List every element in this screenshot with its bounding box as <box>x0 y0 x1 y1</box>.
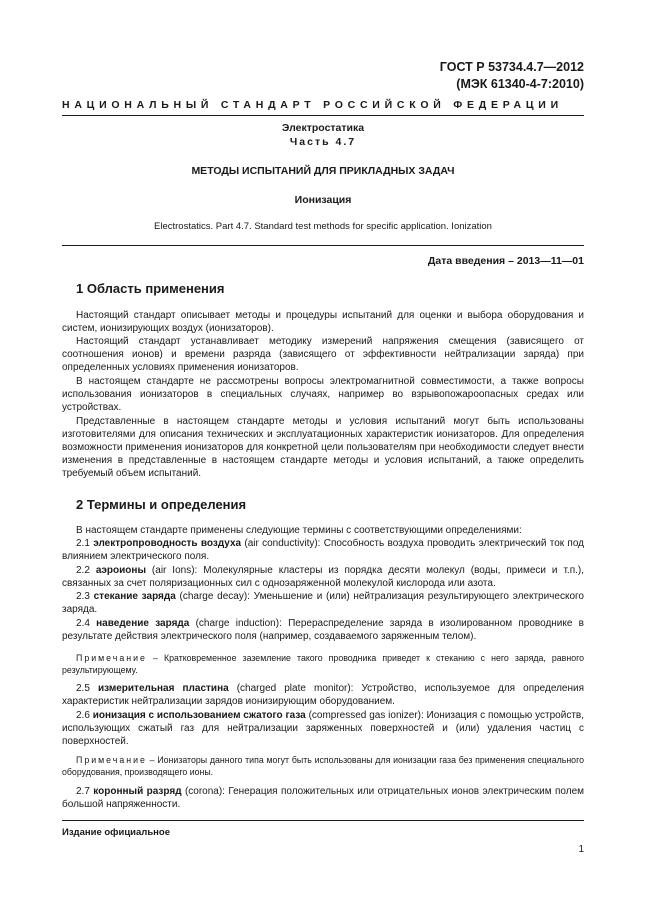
english-title: Electrostatics. Part 4.7. Standard test methods for specific application. Ionization <box>154 221 492 232</box>
note-1: Примечание – Кратковременное заземление такого проводника приведет к стеканию с него заряда, равного результирующему. <box>62 653 584 675</box>
terms-intro: В настоящем стандарте применены следующие термины с соответствующими определениями: <box>76 525 522 536</box>
term-2-3: 2.3 стекание заряда (charge decay): Уменьшение и (или) нейтрализация результирующего электрического заряда. <box>62 591 584 615</box>
term-2-7: 2.7 коронный разряд (corona): Генерация положительных или отрицательных ионов электрическим полем большой напряженности. <box>62 786 584 810</box>
scope-paragraph-4: Представленные в настоящем стандарте методы и условия испытаний могут быть использованы изготовителями для описания технических и эксплуатационных характеристик ионизаторов. Для определения возможности применения ионизаторов для конкретной цели пользователям при необходимости следует внести изменения в представленные в настоящем стандарте методы и условия испытаний, а также определить требуемый объем испытаний. <box>62 416 584 479</box>
national-standard-banner: НАЦИОНАЛЬНЫЙ СТАНДАРТ РОССИЙСКОЙ ФЕДЕРАЦИИ <box>62 99 563 111</box>
document-title: МЕТОДЫ ИСПЫТАНИЙ ДЛЯ ПРИКЛАДНЫХ ЗАДАЧ <box>191 165 455 177</box>
note-1-label: Примечание <box>76 653 147 663</box>
footer-rule <box>62 820 584 821</box>
standard-designation <box>440 59 584 93</box>
scope-paragraph-2: Настоящий стандарт устанавливает методику измерений напряжения смещения (зависящего от соотношения ионов) и времени разряда (зависящего от эффективности нейтрализации заряда) при определенных условиях применения ионизаторов. <box>62 336 584 373</box>
term-2-1: 2.1 электропроводность воздуха (air conductivity): Способность воздуха проводить электрический ток под влиянием электрического поля. <box>62 538 584 562</box>
header-rule <box>62 115 584 116</box>
section-2-heading: 2 Термины и определения <box>76 497 247 512</box>
term-2-1-name: электропроводность воздуха <box>93 538 242 549</box>
term-2-2-name: аэроионы <box>95 565 146 576</box>
iec-number: (МЭК 61340-4-7:2010) <box>456 77 584 91</box>
series-title: Электростатика <box>281 122 365 134</box>
page-number: 1 <box>578 844 584 855</box>
term-2-7-name: коронный разряд <box>93 786 182 797</box>
document-subtitle: Ионизация <box>294 194 352 206</box>
title-rule <box>62 245 584 246</box>
note-2: Примечание – Ионизаторы данного типа могут быть использованы для ионизации газа без применения специального оборудования, производящего ионы. <box>62 755 584 777</box>
section-1-heading: 1 Область применения <box>76 281 225 296</box>
scope-paragraph-3: В настоящем стандарте не рассмотрены вопросы электромагнитной совместимости, а также вопросы использования ионизаторов в специальных случаях, например во взрывопожароопасных средах или устройствах. <box>62 376 584 413</box>
term-2-6: 2.6 ионизация с использованием сжатого газа (compressed gas ionizer): Ионизация с помощью устройств, использующих сжатый газ для нейтрализации заряженных поверхностей и (или) удаления частиц с поверхностей. <box>62 710 584 747</box>
effective-date: Дата введения – 2013—11—01 <box>427 255 584 267</box>
term-2-4: 2.4 наведение заряда (charge induction): Перераспределение заряда в изолированном проводнике в результате действия электрического поля (например, создаваемого заряженным телом). <box>62 618 584 642</box>
term-2-2: 2.2 аэроионы (air Ions): Молекулярные кластеры из порядка десяти молекул (воды, примеси и т.п.), связанных за счет поляризационных сил с одноэаряженной молекулой кислорода или азота. <box>62 565 584 589</box>
part-number: Часть 4.7 <box>289 136 357 148</box>
term-2-5-name: измерительная пластина <box>97 683 229 694</box>
gost-number: ГОСТ Р 53734.4.7—2012 <box>439 60 584 74</box>
term-2-6-name: ионизация с использованием сжатого газа <box>92 710 306 721</box>
note-2-label: Примечание <box>76 755 147 765</box>
official-edition-label: Издание официальное <box>62 827 170 838</box>
term-2-5: 2.5 измерительная пластина (charged plate monitor): Устройство, используемое для определения характеристик нейтрализации зарядов ионизирующим оборудованием. <box>62 683 585 707</box>
term-2-4-name: наведение заряда <box>96 618 190 629</box>
scope-paragraph-1: Настоящий стандарт описывает методы и процедуры испытаний для оценки и выбора оборудования и систем, ионизирующих воздух (ионизаторов). <box>62 310 584 334</box>
term-2-3-name: стекание заряда <box>93 591 176 602</box>
